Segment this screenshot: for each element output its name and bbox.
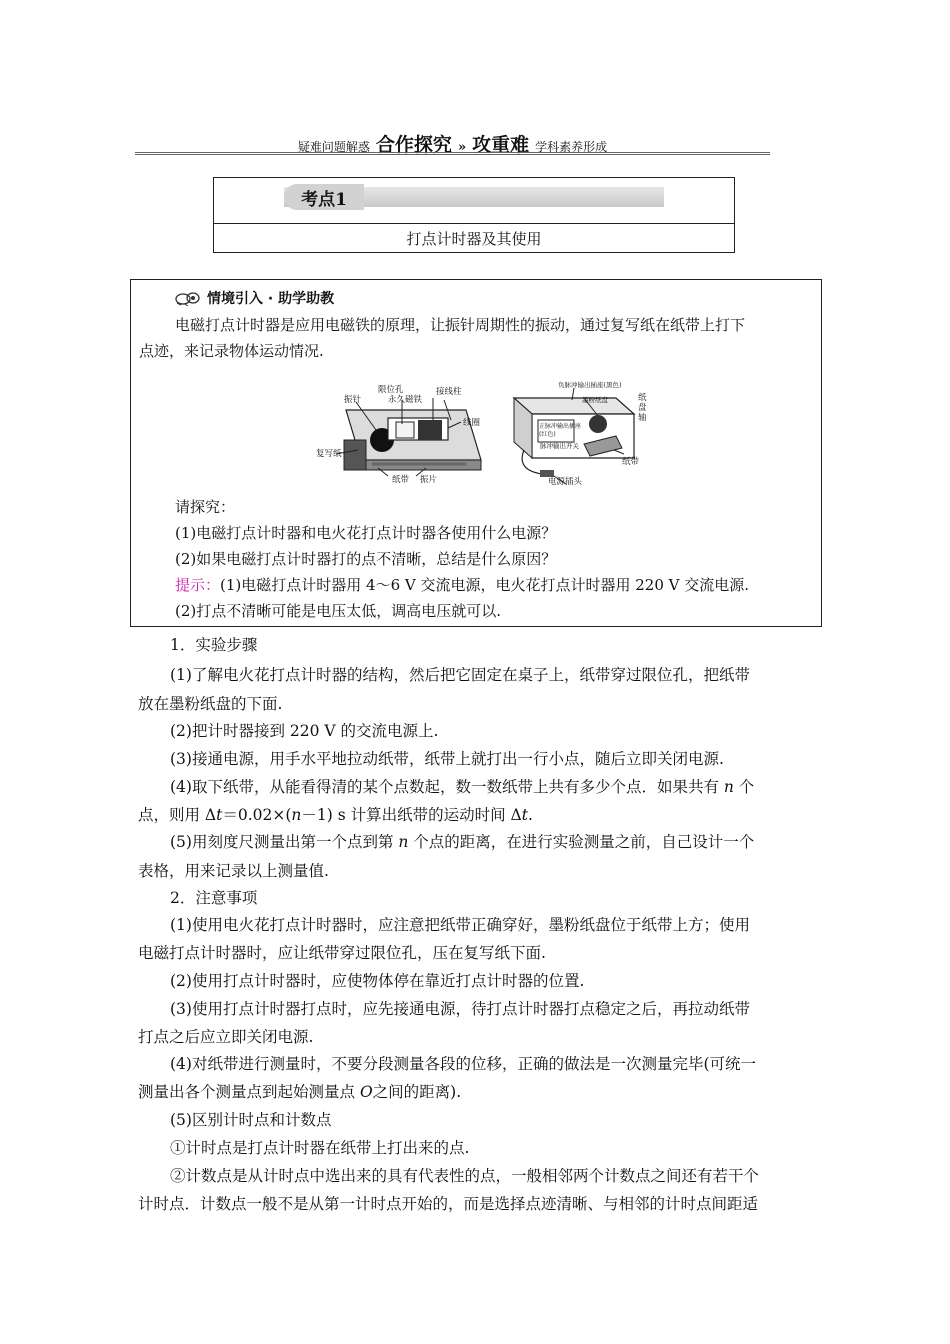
note-4-line-2-b: 之间的距离). (372, 1083, 462, 1101)
fig-label-pulse-switch: 脉冲输出开关 (540, 442, 579, 450)
step-4-line-1-b: 个 (733, 778, 755, 796)
scenario-answer-1-text: (1)电磁打点计时器用 4～6 V 交流电源，电火花打点计时器用 220 V 交流电源. (220, 576, 750, 594)
fig-label-coil: 线圈 (463, 418, 481, 428)
step-5-line-1 (170, 829, 754, 855)
topic-box (213, 177, 735, 253)
note-4-line-2 (138, 1079, 461, 1105)
topic-subtitle: 打点计时器及其使用 (406, 230, 542, 248)
note-5-item-2-line-2: 计时点．计数点一般不是从第一计时点开始的，而是选择点迹清晰、与相邻的计时点间距适 (138, 1195, 759, 1213)
fig-label-pos-socket-color: (红色) (539, 431, 556, 438)
note-1-line-2: 电磁打点计时器时，应让纸带穿过限位孔，压在复写纸下面. (138, 944, 546, 962)
var-n: n (723, 778, 734, 796)
step-5-line-1-a: (5)用刻度尺测量出第一个点到第 (170, 833, 399, 851)
scenario-heading-text: 情境引入 · 助学助教 (207, 291, 335, 307)
scenario-answer-2: (2)打点不清晰可能是电压太低，调高电压就可以. (175, 602, 502, 620)
step-5-line-1-b: 个点的距离，在进行实验测量之前，自己设计一个 (408, 833, 755, 851)
fig-label-terminal: 接线柱 (436, 387, 462, 397)
note-3-line-2: 打点之后应立即关闭电源. (138, 1028, 314, 1046)
fig-label-needle: 振针 (344, 395, 362, 405)
note-4-line-1: (4)对纸带进行测量时，不要分段测量各段的位移，正确的做法是一次测量完毕(可统一 (170, 1055, 757, 1073)
step-4-line-1 (170, 774, 754, 800)
var-n: n (291, 806, 302, 824)
section-steps-title: 1．实验步骤 (170, 636, 258, 654)
fig-label-reed: 振片 (420, 475, 438, 485)
step-2: (2)把计时器接到 220 V 的交流电源上. (170, 722, 439, 740)
note-5: (5)区别计时点和计数点 (170, 1111, 332, 1129)
step-4-line-1-a: (4)取下纸带，从能看得清的某个点数起，数一数纸带上共有多少个点．如果共有 (170, 778, 724, 796)
topic-divider (214, 223, 734, 224)
var-o: O (359, 1083, 373, 1101)
section-notes-title: 2．注意事项 (170, 889, 258, 907)
header-rule (135, 152, 770, 155)
var-t: t (521, 806, 528, 824)
fig-label-magnet: 永久磁铁 (388, 395, 423, 405)
fig-label-pos-socket: 正脉冲输出插座 (539, 423, 582, 430)
scenario-box (130, 279, 822, 627)
step-5-line-2: 表格，用来记录以上测量值. (138, 862, 329, 880)
note-5-item-1: ①计时点是打点计时器在纸带上打出来的点. (170, 1139, 470, 1157)
fig-label-disc-axis-2: 盘 (638, 403, 647, 413)
section-header (135, 130, 770, 156)
note-1-line-1: (1)使用电火花打点计时器时，应注意把纸带正确穿好，墨粉纸盘位于纸带上方；使用 (170, 916, 750, 934)
scenario-intro-2: 点迹，来记录物体运动情况. (139, 342, 324, 360)
scenario-question-1: (1)电磁打点计时器和电火花打点计时器各使用什么电源？ (175, 524, 557, 542)
step-4-line-2-b: ＝0.02×( (222, 806, 292, 824)
header-left-small: 疑难问题解惑 (297, 140, 370, 154)
step-4-line-2-a: 点，则用 Δ (138, 806, 217, 824)
note-5-item-2-line-1: ②计数点是从计时点中选出来的具有代表性的点，一般相邻两个计数点之间还有若干个 (170, 1167, 760, 1185)
note-2: (2)使用打点计时器时，应使物体停在靠近打点计时器的位置. (170, 972, 585, 990)
teaching-icon (175, 290, 201, 306)
step-4-line-2-d: . (527, 806, 533, 824)
step-3: (3)接通电源，用手水平地拉动纸带，纸带上就打出一行小点，随后立即关闭电源. (170, 750, 724, 768)
note-4-line-2-a: 测量出各个测量点到起始测量点 (138, 1083, 360, 1101)
fig-label-tape-right: 纸带 (622, 457, 640, 467)
var-t: t (216, 806, 223, 824)
fig-label-power-plug: 电源插头 (548, 477, 583, 486)
header-title-a: 合作探究 (375, 134, 452, 156)
scenario-ask: 请探究： (175, 498, 236, 516)
fig-label-disc-axis-1: 纸 (638, 393, 647, 403)
note-3-line-1: (3)使用打点计时器打点时，应先接通电源，待打点计时器打点稳定之后，再拉动纸带 (170, 1000, 750, 1018)
hint-label: 提示： (175, 576, 221, 594)
header-separator: » (457, 140, 467, 155)
scenario-answer-1 (175, 572, 865, 598)
scenario-question-2: (2)如果电磁打点计时器打的点不清晰，总结是什么原因？ (175, 550, 557, 568)
topic-tab: 考点1 (284, 184, 364, 210)
fig-label-neg-socket: 负脉冲输出插座(黑色) (558, 381, 622, 389)
fig-label-carbon-paper: 复写纸 (316, 449, 342, 459)
scenario-heading (175, 288, 334, 308)
var-n: n (398, 833, 409, 851)
fig-label-ink-disc: 墨粉纸盘 (582, 396, 608, 404)
scenario-intro-1: 电磁打点计时器是应用电磁铁的原理，让振针周期性的振动，通过复写纸在纸带上打下 (175, 316, 746, 334)
fig-label-limit-hole: 限位孔 (378, 385, 404, 395)
fig-label-tape-left: 纸带 (392, 475, 410, 485)
step-1-line-1: (1)了解电火花打点计时器的结构，然后把它固定在桌子上，纸带穿过限位孔，把纸带 (170, 666, 750, 684)
header-right-small: 学科素养形成 (535, 140, 608, 154)
fig-label-disc-axis-3: 轴 (638, 413, 647, 423)
step-4-line-2-c: －1) s 计算出纸带的运动时间 Δ (301, 806, 522, 824)
timer-figure (316, 380, 656, 486)
header-title-b: 攻重难 (472, 134, 530, 156)
step-1-line-2: 放在墨粉纸盘的下面. (138, 695, 283, 713)
step-4-line-2 (138, 802, 533, 828)
